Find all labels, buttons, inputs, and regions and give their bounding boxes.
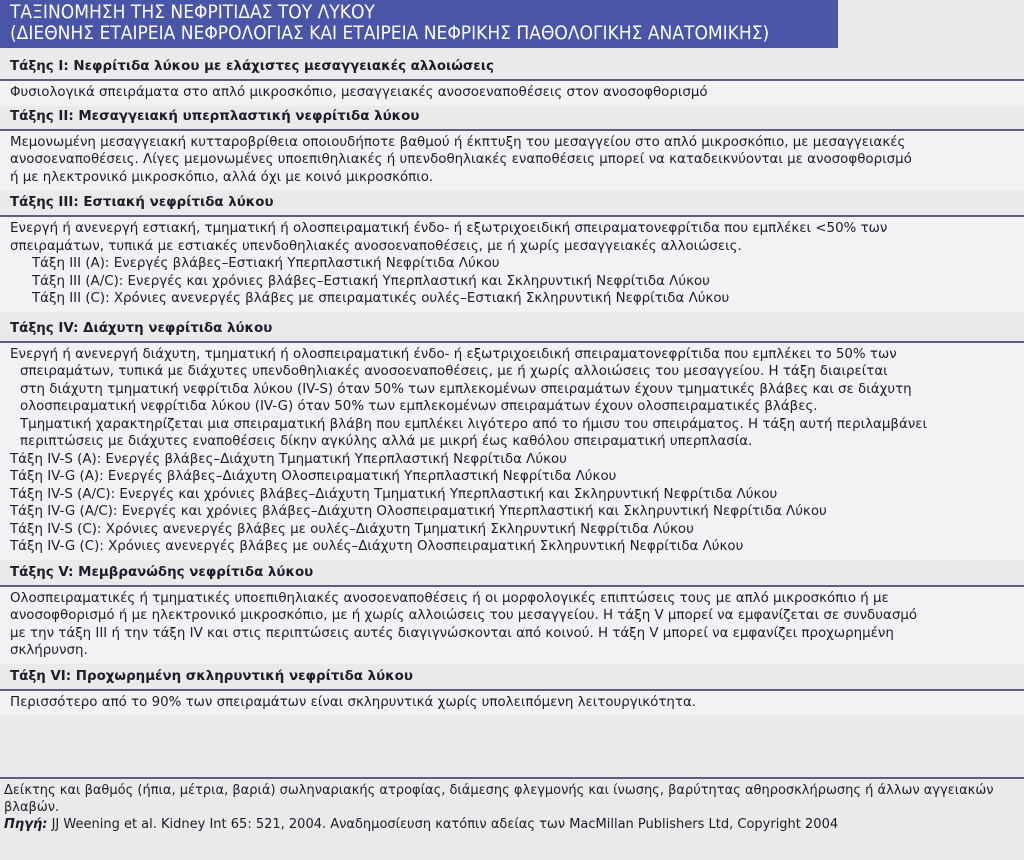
class-4-line: ολοσπειραματική νεφρίτιδα λύκου (IV-G) όταν 50% των εμπλεκομένων σπειραμάτων έχουν ολοσπειραματικές βλάβες. (20, 399, 818, 414)
class-1-description (0, 81, 1024, 106)
source-label: Πηγή: (4, 817, 48, 832)
class-1-line: Φυσιολογικά σπειράματα στο απλό μικροσκόπιο, μεσαγγειακές ανοσοεναποθέσεις στον ανοσοφθορισμό (10, 85, 708, 100)
class-3-subclass: Τάξη ΙΙΙ (C): Χρόνιες ανενεργές βλάβες με σπειραματικές ουλές–Εστιακή Σκληρυντική Νεφρίτιδα Λύκου (32, 291, 730, 306)
class-4-line: σπειραμάτων, τυπικά με διάχυτες υπενδοθηλιακές ανοσοεναποθέσεις, με ή χωρίς αλλοιώσεις του μεσαγγείου. Η τάξη διαιρείται (20, 364, 888, 379)
table-header (0, 0, 838, 48)
class-4-line: στη διάχυτη τμηματική νεφρίτιδα λύκου (IV-S) όταν 50% των εμπλεκομένων σπειραμάτων έχουν τμηματικές βλάβες και σε διάχυτη (20, 381, 912, 397)
class-3-line: σπειραμάτων, τυπικά με εστιακές υπενδοθηλιακές ανοσοεναποθέσεις, με ή χωρίς μεσαγγειακές αλλοιώσεις. (10, 238, 742, 254)
class-2-line: ή με ηλεκτρονικό μικροσκόπιο, αλλά όχι με κοινό μικροσκόπιο. (10, 169, 434, 185)
footnote-line: βλαβών. (4, 800, 60, 815)
class-3-subclass: Τάξη ΙΙΙ (Α/C): Ενεργές και χρόνιες βλάβες–Εστιακή Υπερπλαστική και Σκληρυντική Νεφρίτιδα Λύκου (32, 273, 710, 289)
class-5-line: με την τάξη ΙΙΙ ή την τάξη IV και στις περιπτώσεις αυτές διαγιγνώσκονται από κοινού. Η τάξη V μπορεί να εμφανίζει προχωρημένη (10, 625, 894, 641)
source-text: JJ Weening et al. Kidney Int 65: 521, 2004. Αναδημοσίευση κατόπιν αδείας των MacMillan Publishers Ltd, Copyright 2004 (47, 817, 839, 832)
class-1-title: Τάξης Ι: Νεφρίτιδα λύκου με ελάχιστες μεσαγγειακές αλλοιώσεις (0, 52, 1024, 81)
class-2-line: ανοσοεναποθέσεις. Λίγες μεμονωμένες υποεπιθηλιακές ή υπενδοθηλιακές εναποθέσεις μπορεί να καταδεικνύονται με ανοσοφθορισμό (10, 152, 912, 167)
header-title-line-1: ΤΑΞΙΝΟΜΗΣΗ ΤΗΣ ΝΕΦΡΙΤΙΔΑΣ ΤΟΥ ΛΥΚΟΥ (10, 1, 375, 23)
class-4-section (0, 312, 1024, 560)
class-4-line: Τμηματική χαρακτηρίζεται μια σπειραματική βλάβη που εμπλέκει λιγότερο από το ήμισυ του σπειράματος. Η τάξη αυτή περιλαμβάνει (20, 416, 928, 432)
classification-table (0, 52, 1024, 715)
class-6-section (0, 664, 1024, 716)
class-4-subclass: Τάξη IV-G (C): Χρόνιες ανενεργές βλάβες με ουλές–Διάχυτη Ολοσπειραματική Σκληρυντική Νεφρίτιδα Λύκου (10, 539, 744, 554)
class-4-line: περιπτώσεις με διάχυτες εναποθέσεις δίκην αγκύλης αλλά με μικρή έως καθόλου σπειραματική υπερπλασία. (20, 434, 753, 449)
class-6-title: Τάξη VI: Προχωρημένη σκληρυντική νεφρίτιδα λύκου (0, 664, 1024, 691)
class-5-description (0, 587, 1024, 664)
class-2-line: Μεμονωμένη μεσαγγειακή κυτταροβρίθεια οποιουδήποτε βαθμού ή έκπτυξη του μεσαγγείου στο απλό μικροσκόπιο, με μεσαγγειακές (10, 134, 906, 150)
class-4-subclass: Τάξη IV-S (Α): Ενεργές βλάβες–Διάχυτη Τμηματική Υπερπλαστική Νεφρίτιδα Λύκου (10, 451, 567, 467)
class-5-line: Ολοσπειραματικές ή τμηματικές υποεπιθηλιακές ανοσοεναποθέσεις ή οι μορφολογικές επιπτώσεις τους με απλό μικροσκόπιο ή με (10, 590, 889, 606)
class-4-title: Τάξης IV: Διάχυτη νεφρίτιδα λύκου (0, 312, 1024, 343)
class-2-title: Τάξης ΙΙ: Μεσαγγειακή υπερπλαστική νεφρίτιδα λύκου (0, 106, 1024, 131)
class-3-section (0, 190, 1024, 312)
class-3-line: Ενεργή ή ανενεργή εστιακή, τμηματική ή ολοσπειραματική ένδο- ή εξωτριχοειδική σπειραματονεφρίτιδα που εμπλέκει <50% των (10, 221, 888, 236)
class-4-line: Ενεργή ή ανενεργή διάχυτη, τμηματική ή ολοσπειραματική ένδο- ή εξωτριχοειδική σπειραματονεφρίτιδα που εμπλέκει το 50% των (10, 346, 897, 362)
class-6-description (0, 691, 1024, 716)
class-2-description (0, 131, 1024, 191)
class-4-subclass: Τάξη IV-G (Α): Ενεργές βλάβες–Διάχυτη Ολοσπειραματική Υπερπλαστική Νεφρίτιδα Λύκου (10, 469, 617, 484)
source-citation (4, 816, 1018, 833)
class-5-section (0, 560, 1024, 664)
class-3-title: Τάξης ΙΙΙ: Εστιακή νεφρίτιδα λύκου (0, 190, 1024, 217)
class-4-subclass: Τάξη IV-G (Α/C): Ενεργές και χρόνιες βλάβες–Διάχυτη Ολοσπειραματική Υπερπλαστική και Σκληρυντική Νεφρίτιδα Λύκου (10, 504, 827, 519)
class-2-section (0, 106, 1024, 191)
table-footer (0, 777, 1024, 833)
class-3-subclass: Τάξη ΙΙΙ (Α): Ενεργές βλάβες–Εστιακή Υπερπλαστική Νεφρίτιδα Λύκου (32, 256, 500, 271)
class-3-description (0, 217, 1024, 312)
class-5-title: Τάξης V: Μεμβρανώδης νεφρίτιδα λύκου (0, 560, 1024, 587)
class-5-line: σκλήρυνση. (10, 643, 88, 658)
class-1-section (0, 52, 1024, 106)
footnote-line: Δείκτης και βαθμός (ήπια, μέτρια, βαριά) σωληναριακής ατροφίας, διάμεσης φλεγμονής και ίνωσης, βαρύτητας αθηροσκλήρωσης ή άλλων αγγειακών (4, 783, 994, 798)
class-4-subclass: Τάξη IV-S (Α/C): Ενεργές και χρόνιες βλάβες–Διάχυτη Τμηματική Υπερπλαστική και Σκληρυντική Νεφρίτιδα Λύκου (10, 486, 778, 502)
class-5-line: ανοσοφθορισμό ή με ηλεκτρονικό μικροσκόπιο, με ή χωρίς αλλοιώσεις του μεσαγγείου. Η τάξη V μπορεί να εμφανίζεται σε συνδυασμό (10, 608, 918, 623)
class-6-line: Περισσότερο από το 90% των σπειραμάτων είναι σκληρυντικά χωρίς υπολειπόμενη λειτουργικότητα. (10, 694, 697, 710)
header-title-line-2: (ΔΙΕΘΝΗΣ ΕΤΑΙΡΕΙΑ ΝΕΦΡΟΛΟΓΙΑΣ ΚΑΙ ΕΤΑΙΡΕΙΑ ΝΕΦΡΙΚΗΣ ΠΑΘΟΛΟΓΙΚΗΣ ΑΝΑΤΟΜΙΚΗΣ) (10, 22, 770, 44)
class-4-subclass: Τάξη IV-S (C): Χρόνιες ανενεργές βλάβες με ουλές–Διάχυτη Τμηματική Σκληρυντική Νεφρίτιδα Λύκου (10, 521, 694, 537)
class-4-description (0, 343, 1024, 560)
